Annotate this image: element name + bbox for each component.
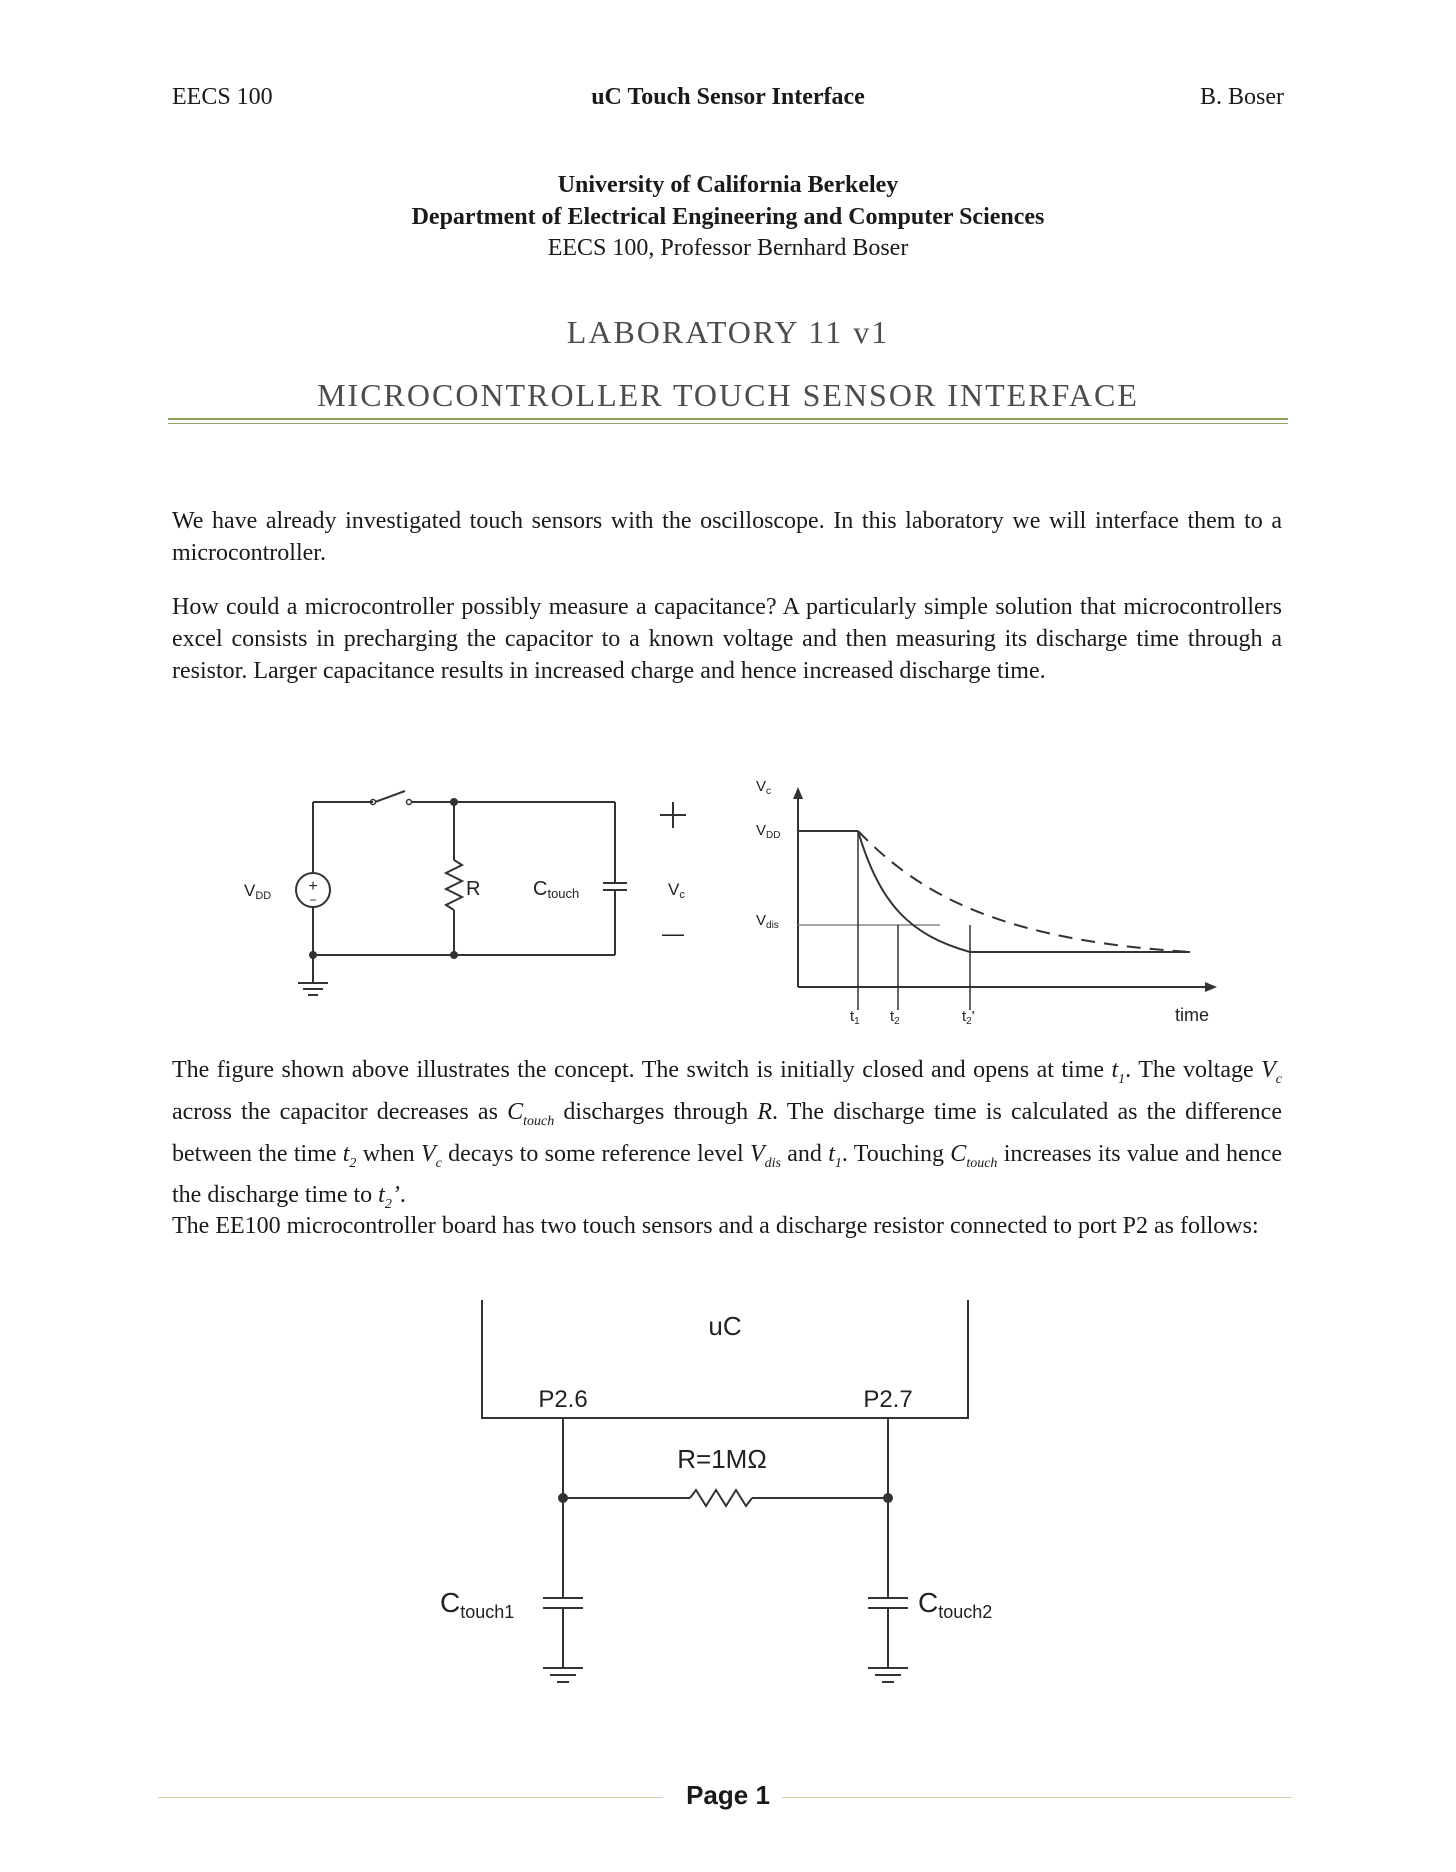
math-vc-2: $V_c$	[420, 1140, 442, 1171]
paragraph-intro: We have already investigated touch sensors with the oscilloscope. In this laboratory we will interface them to a microcontroller.	[172, 508, 1282, 566]
ctouch-label: Ctouch	[533, 878, 580, 901]
circuit-nodes	[309, 798, 458, 959]
text-run: decays to some reference level	[441, 1140, 750, 1167]
discharge-curve-touched	[858, 831, 1190, 952]
ctouch1-label: $C_{touch1}$	[440, 1587, 515, 1622]
math-vc: $V_c$	[1261, 1057, 1282, 1087]
resistor-symbol	[446, 860, 462, 910]
math-vdis: $V_{dis}$	[749, 1140, 781, 1171]
title-rule	[168, 418, 1288, 420]
discharge-concept-figure	[230, 765, 1240, 1035]
resistor-symbol	[690, 1490, 752, 1506]
text-run: . The voltage	[1125, 1057, 1262, 1083]
math-t1: $t_1$	[1111, 1057, 1126, 1087]
node-left	[558, 1493, 568, 1503]
vdd-label: VDD	[244, 881, 272, 902]
institution-course: EECS 100, Professor Bernhard Boser	[547, 235, 909, 261]
r-label: R	[466, 878, 481, 900]
source-plus-sign: +	[308, 878, 318, 895]
title-rule-thin	[168, 423, 1288, 424]
node-right	[883, 1493, 893, 1503]
math-t1-2: $t_1$	[828, 1140, 842, 1171]
text-run: .	[399, 1182, 406, 1209]
uc-label: uC	[708, 1311, 742, 1341]
paragraph-concept	[172, 1054, 1282, 1221]
math-ctouch-2: $C_{touch}$	[950, 1140, 998, 1171]
axis-vdd-label: $V_{DD}$	[756, 822, 781, 841]
lab-number: LABORATORY 11 v1	[566, 314, 890, 350]
axis-vc-label: $V_c$	[756, 778, 772, 797]
axis-vdis-label: $V_{dis}$	[756, 912, 779, 931]
t2-prime-label: $t_2'$	[962, 1008, 975, 1027]
text-run: . Touching	[841, 1140, 951, 1167]
text-run: . The discharge time is calculated as the difference between the time	[172, 1098, 1282, 1167]
text-run: when	[356, 1140, 421, 1167]
port-circuit-figure	[430, 1290, 1030, 1710]
header-course: EECS 100	[172, 84, 273, 110]
math-t2-prime: $t_2$’	[378, 1182, 400, 1213]
header-author: B. Boser	[1200, 84, 1284, 110]
institution-department: Department of Electrical Engineering and Computer Sciences	[411, 204, 1045, 230]
y-axis-arrow	[793, 787, 803, 799]
resistor-label: R=1MΩ	[677, 1444, 767, 1474]
header-title: uC Touch Sensor Interface	[591, 84, 865, 110]
waveform-plot	[793, 787, 1217, 1010]
minus-sign: —	[662, 921, 684, 946]
institution-university: University of California Berkeley	[557, 172, 899, 198]
math-ctouch: $C_{touch}$	[507, 1098, 555, 1129]
page-number: Page 1	[686, 1780, 770, 1810]
text-run: and	[781, 1140, 829, 1167]
text-run: The figure shown above illustrates the concept. The switch is initially closed and opens at time	[172, 1057, 1112, 1083]
lab-title: MICROCONTROLLER TOUCH SENSOR INTERFACE	[317, 377, 1139, 413]
ctouch2-label: $C_{touch2}$	[918, 1587, 993, 1622]
t2-label: $t_2$	[890, 1008, 900, 1027]
text-run: discharges through	[554, 1098, 758, 1125]
rc-circuit	[296, 791, 686, 995]
p27-label: P2.7	[863, 1386, 913, 1413]
text-run: across the capacitor decreases as	[172, 1098, 508, 1125]
switch-blade	[375, 791, 405, 802]
x-axis-arrow	[1205, 982, 1217, 992]
paragraph-board: The EE100 microcontroller board has two touch sensors and a discharge resistor connected to port P2 as follows:	[172, 1213, 1259, 1239]
math-r: R	[757, 1098, 772, 1125]
source-minus-sign: −	[309, 893, 317, 907]
text-run: increases its value and hence the discharge time to	[172, 1140, 1282, 1209]
paragraph-method: How could a microcontroller possibly measure a capacitance? A particularly simple solution that microcontrollers excel consists in precharging the capacitor to a known voltage and then measuring its discharge time through a resistor. Larger capacitance results in increased charge and hence increased discharge time.	[172, 594, 1282, 684]
time-axis-label: time	[1175, 1005, 1210, 1025]
discharge-curve-untouched	[858, 831, 1190, 952]
math-t2: $t_2$	[342, 1140, 357, 1171]
t1-label: $t_1$	[850, 1008, 860, 1027]
p26-label: P2.6	[538, 1386, 588, 1413]
vc-label: Vc	[668, 880, 685, 901]
